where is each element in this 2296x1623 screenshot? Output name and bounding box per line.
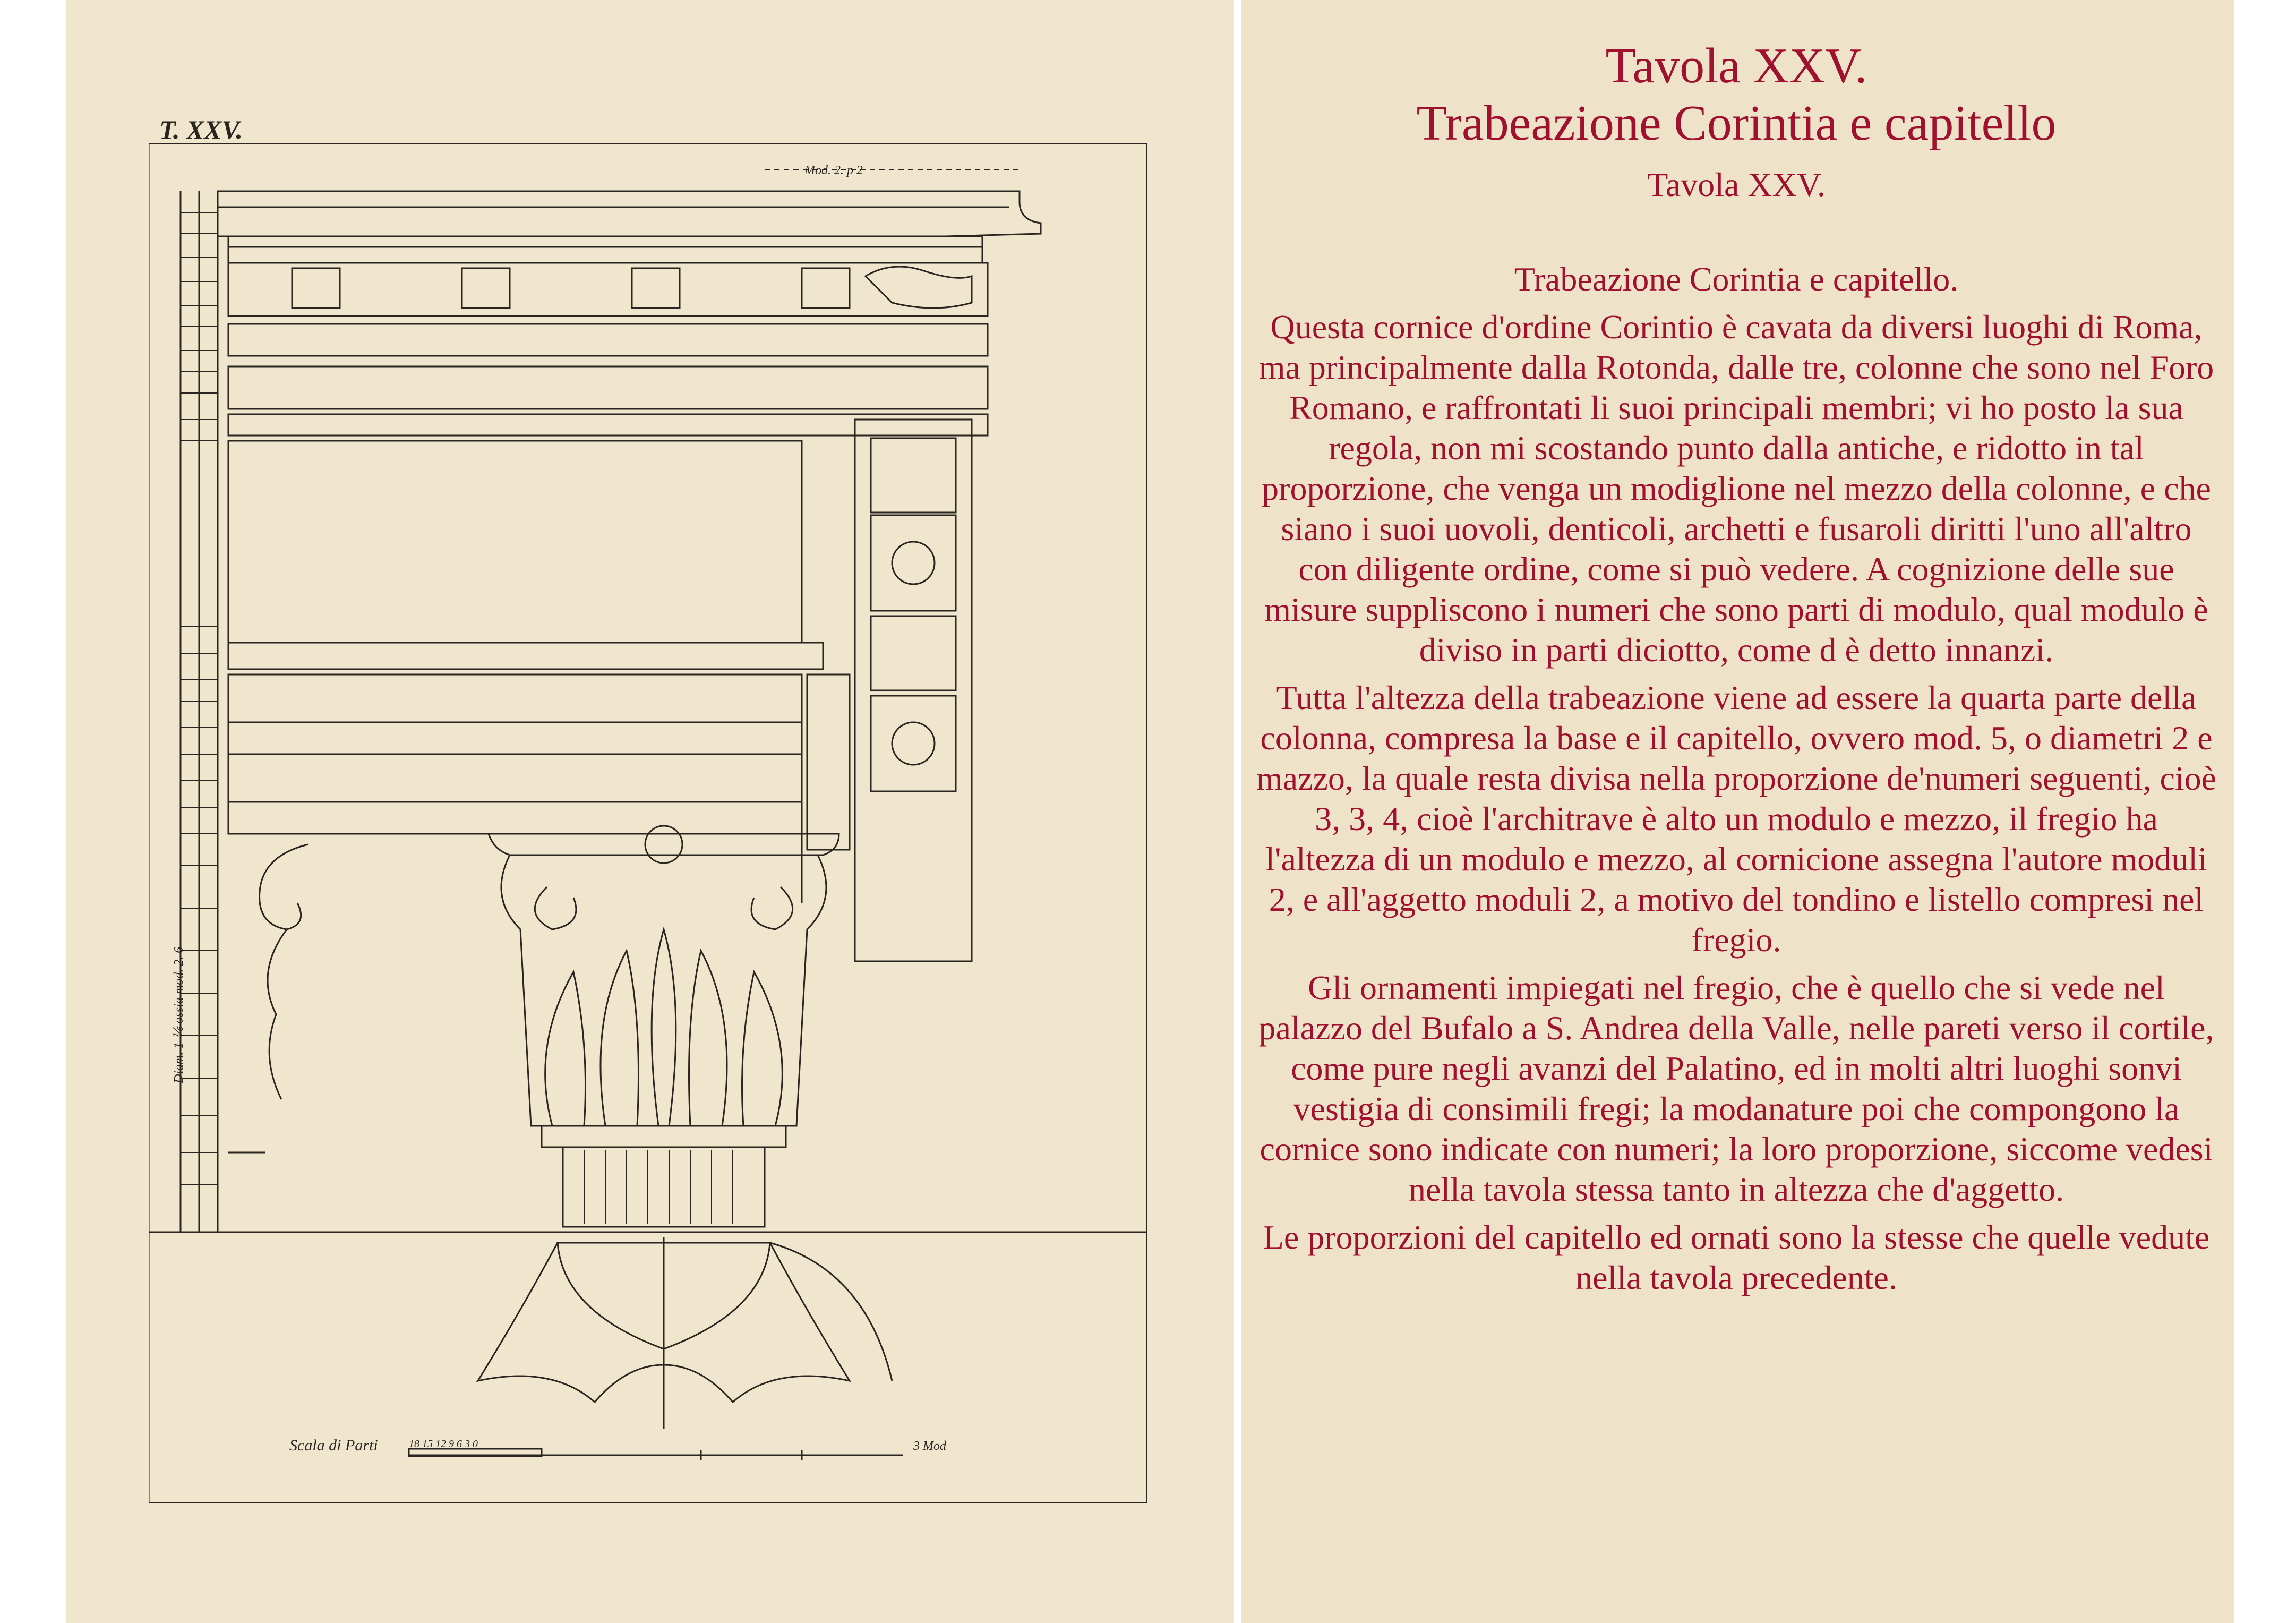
description-text (1256, 37, 2217, 1298)
diameter-dimension-label: Diam. 1 ⅙ ossia mod. 2. 6 (172, 946, 186, 1083)
scale-numbers: 18 15 12 9 6 3 0 (409, 1438, 478, 1450)
paragraph-4: Le proporzioni del capitello ed ornati sono la stesse che quelle vedute nella tavola precedente. (1263, 1218, 2210, 1296)
entablature-drawing (149, 143, 1147, 1503)
scale-label: Scala di Parti (289, 1437, 378, 1454)
module-dimension-label: Mod. 2. p 2 (804, 164, 863, 177)
scale-module-label: 3 Mod (913, 1439, 946, 1453)
plate-label: T. XXV. (159, 115, 243, 144)
section-subheading: Trabeazione Corintia e capitello. (1514, 260, 1959, 298)
paragraph-2: Tutta l'altezza della trabeazione viene ad essere la quarta parte della colonna, compresa la base e il capitello, ovvero mod. 5, o diametri 2 e mazzo, la quale resta divisa nella proporzione de'numeri seguenti, cioè 3, 3, 4, cioè l'architrave è alto un modulo e mezzo, il fregio ha l'altezza di un modulo e mezzo, al cornicione assegna l'autore moduli 2, e all'aggetto moduli 2, a motivo del tondino e listello compresi nel fregio. (1256, 679, 2217, 959)
paragraph-3: Gli ornamenti impiegati nel fregio, che è quello che si vede nel palazzo del Bufalo a S. Andrea della Valle, nelle pareti verso il cortile, come pure negli avanzi del Palatino, ed in molti altri luoghi sonvi vestigia di consimili fregi; la modanature poi che compongono la cornice sono indicate con numeri; la loro proporzione, siccome vedesi nella tavola stessa tanto in altezza che d'aggetto. (1258, 969, 2214, 1208)
page-title: Tavola XXV. (1605, 38, 1867, 93)
paragraph-1: Questa cornice d'ordine Corintio è cavata da diversi luoghi di Roma, ma principalmente dalla Rotonda, dalle tre, colonne che sono nel Foro Romano, e raffrontati li suoi principali membri; vi ho posto la sua regola, non mi scostando punto dalla antiche, e ridotto in tal proporzione, che venga un modiglione nel mezzo della colonne, e che siano i suoi uovoli, denticoli, archetti e fusaroli diritti l'uno all'altro con diligente ordine, come si può vedere. A cognizione delle sue misure suppliscono i numeri che sono parti di modulo, qual modulo è diviso in parti diciotto, come d è detto innanzi. (1258, 308, 2214, 669)
page-subtitle: Trabeazione Corintia e capitello (1416, 96, 2057, 151)
plate-heading: Tavola XXV. (1647, 166, 1826, 203)
